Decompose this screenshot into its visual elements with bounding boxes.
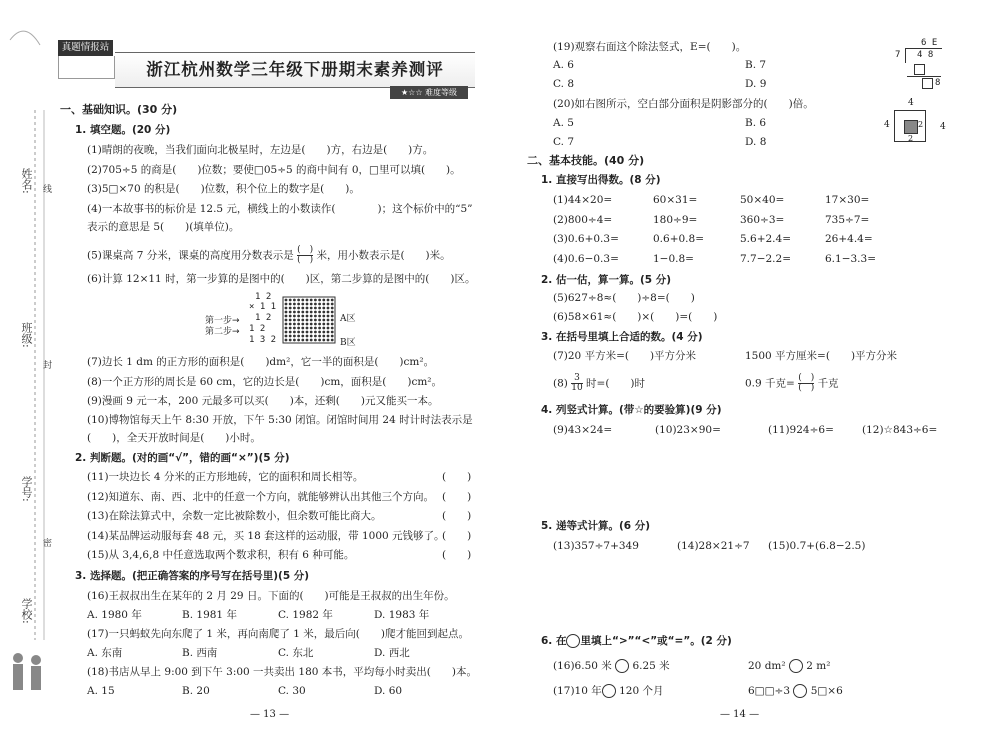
grid-dot xyxy=(327,307,330,310)
grid-dot xyxy=(322,323,325,326)
grid-dot xyxy=(327,331,330,334)
skill-1-heading: 1. 直接写出得数。(8 分) xyxy=(541,174,661,186)
fraction-3-10 xyxy=(571,374,582,393)
grid-dot xyxy=(331,339,334,342)
grid-dot xyxy=(306,323,309,326)
grid-dot xyxy=(314,311,317,314)
compare-16a-right: 6.25 米 xyxy=(632,660,670,672)
grid-dot xyxy=(301,327,304,330)
skill-2-heading: 2. 估一估，算一算。(5 分) xyxy=(541,274,672,286)
grid-dot xyxy=(318,339,321,342)
grid-dot xyxy=(310,339,313,342)
grid-dot xyxy=(322,311,325,314)
grid-dot xyxy=(314,331,317,334)
grid-dot xyxy=(301,331,304,334)
cut-line-label: 线 xyxy=(41,184,51,193)
grid-dot xyxy=(314,303,317,306)
calc-item: (3)0.6+0.3= xyxy=(553,233,619,245)
vertical-11: (11)924÷6= xyxy=(768,424,834,436)
compare-16b-right: 2 m² xyxy=(806,660,831,672)
item-13: (13)在除法算式中，余数一定比被除数小，但余数可能比商大。 xyxy=(87,510,382,522)
area-inner-label-2: 2 xyxy=(908,134,914,143)
grid-dot xyxy=(285,303,288,306)
calc-item: 7.7−2.2= xyxy=(740,253,791,265)
item-5 xyxy=(87,246,451,265)
grid-dot xyxy=(327,339,330,342)
grid-dot xyxy=(318,303,321,306)
grid-dot xyxy=(314,299,317,302)
division-divisor: 7 xyxy=(895,50,901,60)
grid-dot xyxy=(285,327,288,330)
option-20-c: C. 7 xyxy=(553,136,575,148)
page-number-14: — 14 — xyxy=(720,709,760,720)
grid-dot xyxy=(301,323,304,326)
name-label: 姓名: xyxy=(20,168,33,194)
calc-item: 360÷3= xyxy=(740,214,785,226)
option-16-b: B. 1981 年 xyxy=(182,609,237,621)
class-label: 班级: xyxy=(20,322,33,348)
grid-dot xyxy=(297,331,300,334)
fraction-denominator: 10 xyxy=(571,383,583,393)
grid-dot xyxy=(289,335,292,338)
grid-dot xyxy=(310,303,313,306)
grid-dot xyxy=(289,331,292,334)
area-left-label: 4 xyxy=(884,120,890,130)
grid-dot xyxy=(314,307,317,310)
option-17-c: C. 东北 xyxy=(278,647,314,659)
option-16-d: D. 1983 年 xyxy=(374,609,430,621)
fig-row-1: 1 2 xyxy=(255,292,272,302)
fig-row-2: × 1 1 xyxy=(249,302,277,312)
skill-6-text-a: 6. 在 xyxy=(541,635,567,647)
item-5-text-a: (5)课桌高 7 分米，课桌的高度用分数表示是 xyxy=(87,249,294,262)
grid-dot xyxy=(327,319,330,322)
grid-dot xyxy=(285,315,288,318)
division-dividend: 4 8 xyxy=(917,50,934,60)
grid-dot xyxy=(310,315,313,318)
blank-fraction: $\frac{( )}{( )}$ xyxy=(798,373,815,393)
grid-dot xyxy=(306,307,309,310)
grid-dot xyxy=(331,315,334,318)
grid-dot xyxy=(314,323,317,326)
area-inner-label-1: 2 xyxy=(918,120,924,129)
option-20-b: B. 6 xyxy=(745,117,767,129)
compare-16b xyxy=(748,659,830,673)
grid-dot xyxy=(306,303,309,306)
grid-dot xyxy=(310,299,313,302)
grid-dot xyxy=(297,315,300,318)
grid-dot xyxy=(327,311,330,314)
grid-dot xyxy=(289,315,292,318)
calc-item: 1−0.8= xyxy=(653,253,694,265)
calc-item: 17×30= xyxy=(825,194,870,206)
option-17-a: A. 东南 xyxy=(87,647,123,659)
option-18-b: B. 20 xyxy=(182,685,210,697)
option-18-d: D. 60 xyxy=(374,685,403,697)
grid-dot xyxy=(314,339,317,342)
grid-dot xyxy=(297,303,300,306)
option-17-d: D. 西北 xyxy=(374,647,410,659)
title-banner xyxy=(115,52,475,88)
grid-dot xyxy=(293,319,296,322)
vertical-9: (9)43×24= xyxy=(553,424,613,436)
compare-circle-icon xyxy=(566,634,580,648)
grid-dot xyxy=(310,335,313,338)
grid-dot xyxy=(310,319,313,322)
grid-dot xyxy=(285,299,288,302)
item-11: (11)一块边长 4 分米的正方形地砖，它的面积和周长相等。 xyxy=(87,471,364,483)
grid-dot xyxy=(306,331,309,334)
calc-item: 735÷7= xyxy=(825,214,870,226)
vertical-12: (12)☆843÷6= xyxy=(862,424,938,436)
fill-8a-label: (8) xyxy=(553,377,568,390)
item-10-line-1: (10)博物馆每天上午 8:30 开放，下午 5:30 闭馆。闭馆时间用 24 时计时法表示是 xyxy=(87,414,473,426)
grid-dot xyxy=(285,319,288,322)
vertical-10: (10)23×90= xyxy=(655,424,721,436)
grid-dot xyxy=(306,319,309,322)
grid-dot xyxy=(327,303,330,306)
question-1-heading: 1. 填空题。(20 分) xyxy=(75,124,171,136)
skill-6-heading xyxy=(541,634,732,648)
grid-dot xyxy=(289,323,292,326)
grid-dot xyxy=(314,327,317,330)
grid-dot xyxy=(327,323,330,326)
option-16-a: A. 1980 年 xyxy=(87,609,142,621)
fig-step-1: 第一步→ xyxy=(205,316,240,326)
stepwise-14: (14)28×21÷7 xyxy=(677,540,750,552)
calc-item: 0.6+0.8= xyxy=(653,233,704,245)
compare-circle[interactable] xyxy=(602,684,616,698)
grid-dot xyxy=(331,323,334,326)
grid-dot xyxy=(289,299,292,302)
stepwise-15: (15)0.7+(6.8−2.5) xyxy=(768,540,866,552)
grid-dot xyxy=(310,331,313,334)
calc-item: 50×40= xyxy=(740,194,785,206)
item-17: (17)一只蚂蚁先向东爬了 1 米，再向南爬了 1 米，最后向( )爬才能回到起点。 xyxy=(87,628,469,640)
grid-dot xyxy=(285,339,288,342)
compare-17b xyxy=(748,684,843,698)
binding-margin xyxy=(0,0,52,747)
grid-dot xyxy=(331,303,334,306)
item-14: (14)某品牌运动服每套 48 元，买 18 套这样的运动服，带 1000 元钱够了。 xyxy=(87,530,445,542)
grid-dot xyxy=(331,331,334,334)
fig-step-2: 第二步→ xyxy=(205,327,240,337)
grid-dot xyxy=(327,315,330,318)
grid-dot xyxy=(318,327,321,330)
compare-17a-right: 120 个月 xyxy=(619,685,664,697)
judge-blank-14[interactable]: ( ) xyxy=(442,530,472,542)
grid-dot xyxy=(310,307,313,310)
fraction-numerator: 3 xyxy=(574,373,580,383)
judge-blank-15[interactable]: ( ) xyxy=(442,549,472,561)
fig-row-4: 1 2 xyxy=(249,324,266,334)
grid-dot xyxy=(301,299,304,302)
page-title: 浙江杭州数学三年级下册期末素养测评 xyxy=(146,60,444,79)
judge-blank-12[interactable]: ( ) xyxy=(442,491,472,503)
grid-dot xyxy=(310,327,313,330)
division-figure xyxy=(893,38,953,94)
item-20: (20)如右图所示，空白部分面积是阴影部分的( )倍。 xyxy=(553,98,814,110)
grid-dot xyxy=(293,331,296,334)
grid-dot xyxy=(297,311,300,314)
school-label: 学校: xyxy=(20,598,33,624)
grid-dot xyxy=(293,307,296,310)
item-2: (2)705÷5 的商是( )位数；要使□05÷5 的商中间有 0，□里可以填( )。 xyxy=(87,164,461,176)
fig-row-5: 1 3 2 xyxy=(249,335,277,345)
grid-dot xyxy=(322,319,325,322)
grid-dot xyxy=(306,339,309,342)
area-figure xyxy=(880,98,950,154)
grid-dot xyxy=(301,319,304,322)
people-silhouette-icon xyxy=(10,650,46,696)
compare-17a xyxy=(553,684,664,698)
item-4-line-2: 表示的意思是 5( )(填单位)。 xyxy=(87,221,240,233)
blank-fraction: $\frac{( )}{( )}$ xyxy=(297,245,314,265)
grid-dot xyxy=(327,299,330,302)
compare-17b-left: 6□□÷3 xyxy=(748,685,790,697)
area-right-label: 4 xyxy=(940,122,946,132)
grid-dot xyxy=(331,335,334,338)
division-remainder: 8 xyxy=(935,78,941,88)
grid-dot xyxy=(322,339,325,342)
grid-dot xyxy=(293,339,296,342)
grid-dot xyxy=(293,323,296,326)
option-16-c: C. 1982 年 xyxy=(278,609,333,621)
grid-dot xyxy=(289,339,292,342)
item-19: (19)观察右面这个除法竖式，E=( )。 xyxy=(553,41,747,53)
question-3-heading: 3. 选择题。(把正确答案的序号写在括号里)(5 分) xyxy=(75,570,310,582)
option-20-d: D. 8 xyxy=(745,136,767,148)
grid-dot xyxy=(310,311,313,314)
seal-label: 封 xyxy=(41,360,51,369)
binding-margin-lines xyxy=(0,0,52,747)
grid-dot xyxy=(306,327,309,330)
calc-item: 60×31= xyxy=(653,194,698,206)
grid-dot xyxy=(306,335,309,338)
grid-dot xyxy=(322,331,325,334)
grid-dot xyxy=(314,319,317,322)
judge-blank-13[interactable]: ( ) xyxy=(442,510,472,522)
grid-dot xyxy=(306,311,309,314)
grid-dot xyxy=(297,327,300,330)
item-16: (16)王叔叔出生在某年的 2 月 29 日。下面的( )可能是王叔叔的出生年份。 xyxy=(87,590,455,602)
fill-8a-text: 时=( )时 xyxy=(586,377,646,390)
grid-dot xyxy=(318,307,321,310)
option-17-b: B. 西南 xyxy=(182,647,218,659)
fill-7b: 1500 平方厘米=( )平方分米 xyxy=(745,350,898,362)
grid-dot xyxy=(327,327,330,330)
section-2-heading: 二、基本技能。(40 分) xyxy=(527,154,645,167)
fill-8b xyxy=(745,374,839,393)
grid-dot xyxy=(297,335,300,338)
judge-blank-11[interactable]: ( ) xyxy=(442,471,472,483)
compare-circle[interactable] xyxy=(789,659,803,673)
page-number-13: — 13 — xyxy=(250,709,290,720)
item-5-text-b: 米，用小数表示是( )米。 xyxy=(316,249,451,262)
grid-dot xyxy=(289,319,292,322)
grid-dot xyxy=(331,299,334,302)
item-9: (9)漫画 9 元一本，200 元最多可以买( )本，还剩( )元又能买一本。 xyxy=(87,395,439,407)
grid-dot xyxy=(314,315,317,318)
grid-dot xyxy=(293,299,296,302)
grid-dot xyxy=(289,307,292,310)
grid-dot xyxy=(285,307,288,310)
grid-dot xyxy=(285,331,288,334)
item-8: (8)一个正方形的周长是 60 cm，它的边长是( )cm，面积是( )cm²。 xyxy=(87,376,443,388)
grid-dot xyxy=(301,339,304,342)
grid-dot xyxy=(318,319,321,322)
grid-dot xyxy=(293,303,296,306)
item-10-line-2: ( )，全天开放时间是( )小时。 xyxy=(87,432,261,444)
option-18-c: C. 30 xyxy=(278,685,306,697)
option-19-a: A. 6 xyxy=(553,59,574,71)
grid-dot xyxy=(318,299,321,302)
skill-3-heading: 3. 在括号里填上合适的数。(4 分) xyxy=(541,331,703,343)
grid-dot xyxy=(297,339,300,342)
estimate-5: (5)627÷8≈( )÷8=( ) xyxy=(553,292,695,304)
skill-6-text-b: 里填上“>”“<”或“=”。(2 分) xyxy=(580,635,732,647)
compare-17b-right: 5□×6 xyxy=(810,685,843,697)
close-label: 密 xyxy=(41,538,51,547)
grid-dot xyxy=(322,335,325,338)
item-6: (6)计算 12×11 时，第一步算的是图中的( )区，第二步算的是图中的( )区。 xyxy=(87,273,476,285)
grid-dot xyxy=(301,303,304,306)
question-2-heading: 2. 判断题。(对的画“√”，错的画“×”)(5 分) xyxy=(75,452,290,464)
area-top-label: 4 xyxy=(908,98,914,108)
fill-8b-text-a: 0.9 千克= xyxy=(745,377,795,390)
grid-dot xyxy=(322,303,325,306)
grid-dot xyxy=(289,327,292,330)
grid-dot xyxy=(322,315,325,318)
division-quotient: 6 E xyxy=(921,38,938,48)
option-18-a: A. 15 xyxy=(87,685,115,697)
calc-item: 26+4.4= xyxy=(825,233,873,245)
option-19-b: B. 7 xyxy=(745,59,767,71)
option-19-d: D. 9 xyxy=(745,78,767,90)
grid-dot xyxy=(297,319,300,322)
grid-dot xyxy=(331,307,334,310)
compare-16a xyxy=(553,659,670,673)
grid-dot xyxy=(310,323,313,326)
grid-dot xyxy=(289,311,292,314)
calc-item: (4)0.6−0.3= xyxy=(553,253,619,265)
grid-dot xyxy=(297,299,300,302)
section-1-heading: 一、基础知识。(30 分) xyxy=(60,103,178,116)
fill-8b-text-b: 千克 xyxy=(817,377,839,390)
grid-dot xyxy=(322,307,325,310)
grid-dot xyxy=(331,327,334,330)
grid-dot xyxy=(293,315,296,318)
grid-dot xyxy=(297,323,300,326)
compare-16b-left: 20 dm² xyxy=(748,660,786,672)
dot-grid-figure xyxy=(282,296,338,346)
grid-dot xyxy=(293,311,296,314)
grid-dot xyxy=(289,303,292,306)
region-a-label: A区 xyxy=(340,314,356,324)
skill-4-heading: 4. 列竖式计算。(带☆的要验算)(9 分) xyxy=(541,404,722,416)
grid-dot xyxy=(285,323,288,326)
estimate-6: (6)58×61≈( )×( )=( ) xyxy=(553,311,718,323)
item-7: (7)边长 1 dm 的正方形的面积是( )dm²，它一半的面积是( )cm²。 xyxy=(87,356,435,368)
grid-dot xyxy=(293,335,296,338)
option-19-c: C. 8 xyxy=(553,78,575,90)
grid-dot xyxy=(293,327,296,330)
grid-dot xyxy=(318,335,321,338)
student-id-label: 学号: xyxy=(20,476,33,502)
stepwise-13: (13)357÷7+349 xyxy=(553,540,639,552)
grid-dot xyxy=(318,323,321,326)
grid-dot xyxy=(322,299,325,302)
region-b-label: B区 xyxy=(340,338,356,348)
item-1: (1)晴朗的夜晚，当我们面向北极星时，左边是( )方，右边是( )方。 xyxy=(87,144,434,156)
grid-dot xyxy=(318,311,321,314)
grid-dot xyxy=(331,311,334,314)
grid-dot xyxy=(327,335,330,338)
grid-dot xyxy=(285,311,288,314)
difficulty-badge: ★☆☆ 难度等级 xyxy=(390,86,468,99)
compare-16a-left: (16)6.50 米 xyxy=(553,660,612,672)
item-15: (15)从 3,4,6,8 中任意选取两个数求积，积有 6 种可能。 xyxy=(87,549,355,561)
grid-dot xyxy=(301,311,304,314)
grid-dot xyxy=(322,327,325,330)
calc-item: 6.1−3.3= xyxy=(825,253,876,265)
calc-item: 5.6+2.4= xyxy=(740,233,791,245)
fig-row-3: 1 2 xyxy=(255,313,272,323)
grid-dot xyxy=(301,307,304,310)
grid-dot xyxy=(331,319,334,322)
fill-8a xyxy=(553,374,645,393)
item-4-line-1: (4)一本故事书的标价是 12.5 元，横线上的小数读作( )；这个标价中的“5” xyxy=(87,203,473,215)
grid-dot xyxy=(314,335,317,338)
compare-17a-left: (17)10 年 xyxy=(553,685,602,697)
grid-dot xyxy=(318,331,321,334)
calc-item: (1)44×20= xyxy=(553,194,613,206)
calc-item: 180÷9= xyxy=(653,214,698,226)
grid-dot xyxy=(285,335,288,338)
skill-5-heading: 5. 递等式计算。(6 分) xyxy=(541,520,651,532)
grid-dot xyxy=(301,315,304,318)
badge: 真题情报站 xyxy=(58,40,113,56)
grid-dot xyxy=(318,315,321,318)
item-18: (18)书店从早上 9:00 到下午 3:00 一共卖出 180 本书，平均每小时卖出( )本。 xyxy=(87,666,477,678)
grid-dot xyxy=(301,335,304,338)
calc-item: (2)800÷4= xyxy=(553,214,613,226)
grid-dot xyxy=(306,299,309,302)
fill-7a: (7)20 平方米=( )平方分米 xyxy=(553,350,697,362)
badge-decor xyxy=(58,56,115,79)
compare-circle[interactable] xyxy=(615,659,629,673)
grid-dot xyxy=(297,307,300,310)
item-12: (12)知道东、南、西、北中的任意一个方向，就能够辨认出其他三个方向。 xyxy=(87,491,435,503)
compare-circle[interactable] xyxy=(793,684,807,698)
option-20-a: A. 5 xyxy=(553,117,574,129)
grid-dot xyxy=(306,315,309,318)
item-3: (3)5□×70 的积是( )位数，积个位上的数字是( )。 xyxy=(87,183,360,195)
